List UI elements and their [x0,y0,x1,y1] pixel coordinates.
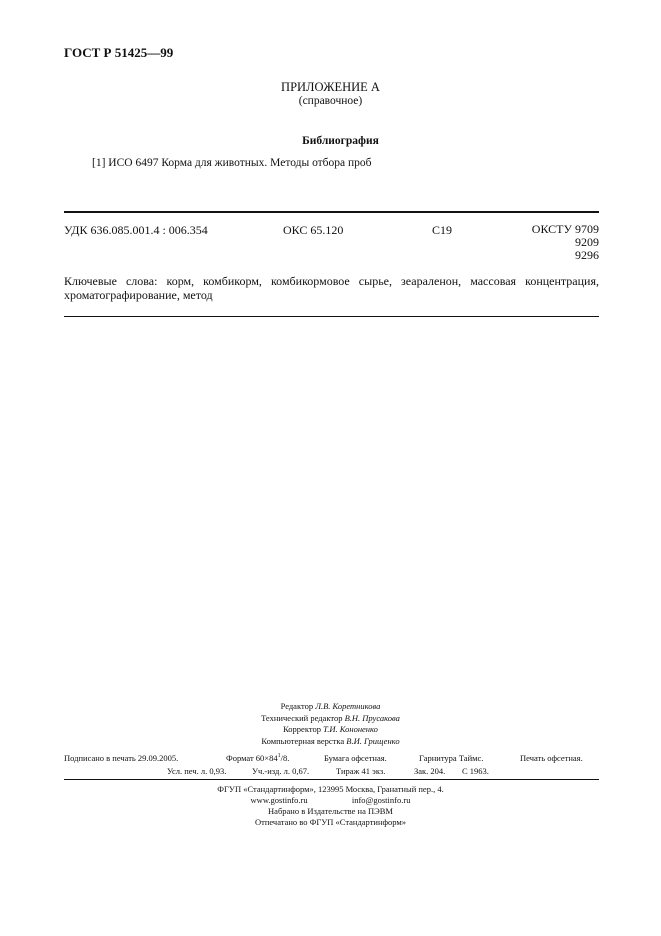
divider-bottom [64,779,599,780]
okstu-code: 9209 [575,235,599,249]
print-signed: Подписано в печать 29.09.2005. [64,753,179,763]
udk-code: УДК 636.085.001.4 : 006.354 [64,223,208,237]
print-format: Формат $60\times 84^1/8$. [226,753,290,763]
publisher-email: info@gostinfo.ru [351,795,411,805]
bibliography-item [92,157,372,169]
document-standard-number: ГОСТ Р 51425—99 [64,45,174,60]
credit-editor: Редактор Л.В. Коретникова [280,701,381,711]
print-edition-sheets: Уч.-изд. л. 0,67. [252,766,310,776]
credit-layout: Компьютерная верстка В.И. Грищенко [261,735,400,746]
print-typeface: Гарнитура Таймс. [419,753,484,763]
appendix-subtitle: (справочное) [298,95,363,107]
publisher-website: www.gostinfo.ru [250,795,308,805]
appendix-title: ПРИЛОЖЕНИЕ А [281,80,380,94]
okstu-code: ОКСТУ 9709 [531,222,599,236]
publisher-block [0,784,661,828]
bibliography-item-text: ИСО 6497 Корма для животных. Методы отбора проб [108,157,372,169]
publisher-contacts [0,795,661,806]
print-order: Зак. 204. [414,766,446,776]
bibliography-heading: Библиография [302,135,379,147]
oks-code: ОКС 65.120 [283,223,344,237]
credits-block [0,701,661,747]
publisher-address: ФГУП «Стандартинформ», 123995 Москва, Гранатный пер., 4. [217,784,444,794]
divider-middle [64,316,599,317]
print-paper: Бумага офсетная. [324,753,387,763]
publisher-printed: Отпечатано во ФГУП «Стандартинформ» [254,817,407,827]
print-sheets: Усл. печ. л. 0,93. [167,766,227,776]
print-type: Печать офсетная. [520,753,583,763]
divider-top [64,211,599,213]
bibliography-item-number: [1] [92,157,106,169]
credit-corrector: Корректор Т.И. Кононенко [283,724,378,734]
credit-tech-editor: Технический редактор В.Н. Прусакова [261,712,400,723]
print-code: С 1963. [462,766,489,776]
publisher-typeset: Набрано в Издательстве на ПЭВМ [268,806,393,816]
keywords-paragraph: Ключевые слова: корм, комбикорм, комбикормовое сырье, зеараленон, массовая концентрация, хроматографирование, метод [64,274,599,302]
okstu-codes [532,223,599,262]
okstu-code: 9296 [575,248,599,262]
category-code: С19 [432,223,453,237]
print-circulation: Тираж 41 экз. [336,766,386,776]
